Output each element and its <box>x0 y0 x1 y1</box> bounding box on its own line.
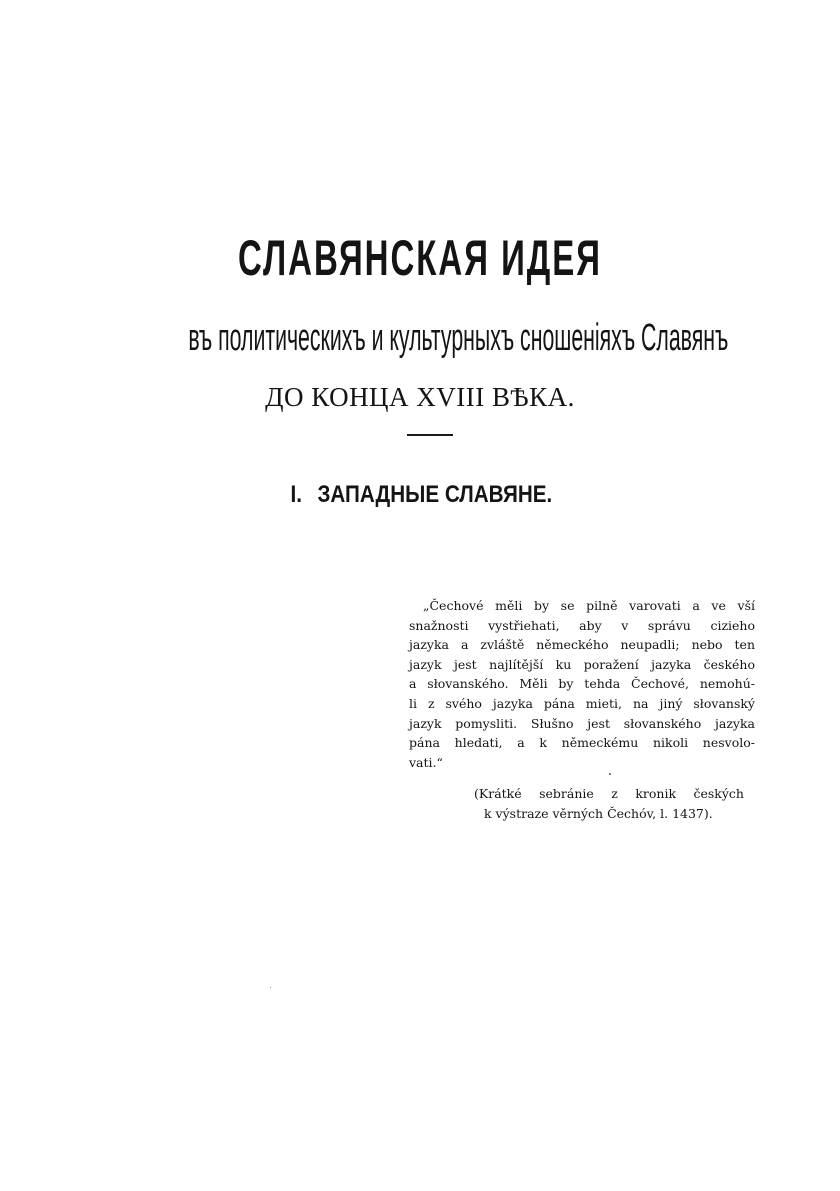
epigraph-line: li z svého jazyka pána mieti, na jiný słovanský <box>409 695 755 711</box>
epigraph-line: snažnosti vystřiehati, aby v správu cizieho <box>409 617 755 633</box>
epigraph-source <box>474 784 744 823</box>
epigraph-line: a słovanského. Měli by tehda Čechové, nemohú- <box>409 676 755 692</box>
section-number: I. <box>290 481 302 508</box>
title-divider <box>407 434 453 436</box>
epigraph-line: vati.“ <box>409 754 443 770</box>
scan-speck <box>609 773 611 775</box>
epigraph-line: pána hledati, a k německému nikoli nesvolo- <box>409 735 755 751</box>
epigraph-line: „Čechové měli by se pilně varovati a ve vší <box>423 598 755 613</box>
source-line: k výstraze věrných Čechóv, l. 1437). <box>484 805 713 821</box>
section-title: ЗАПАДНЫЕ СЛАВЯНЕ. <box>317 481 553 508</box>
section-heading <box>60 480 782 510</box>
source-line: (Krátké sebránie z kronik českých <box>474 786 744 801</box>
book-title: СЛАВЯНСКАЯ ИДЕЯ <box>238 230 602 286</box>
epigraph-line: jazyka a zvláště německého neupadli; nebo ten <box>409 637 755 653</box>
book-subtitle: въ политическихъ и культурныхъ сношеніяхъ Славянъ <box>188 317 729 359</box>
period-line: ДО КОНЦА XVIII ВѢКА. <box>265 382 575 412</box>
scan-speck <box>270 987 271 988</box>
epigraph-line: jazyk jest najlítější ku poražení jazyka českého <box>409 656 755 672</box>
epigraph-line: jazyk pomysliti. Słušno jest słovanského jazyka <box>409 715 755 731</box>
epigraph-quote <box>409 596 755 772</box>
